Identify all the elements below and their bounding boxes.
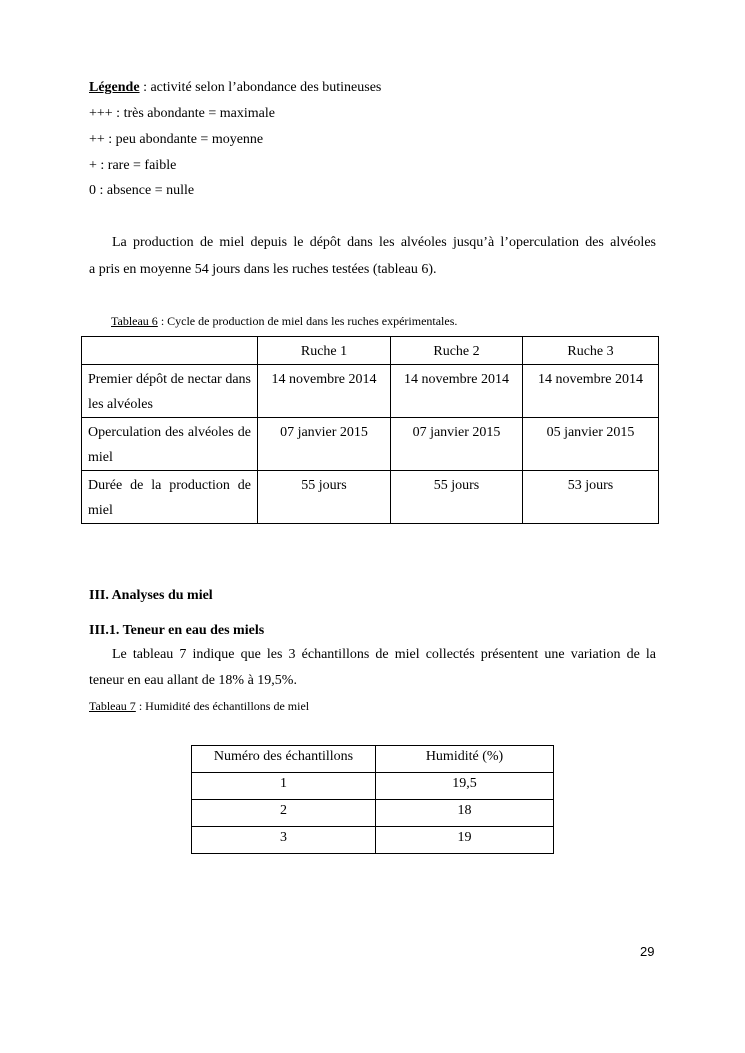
table-header-cell (82, 337, 258, 365)
paragraph-line: La production de miel depuis le dépôt dans les alvéoles jusqu’à l’operculation des alvéoles (112, 235, 656, 250)
table-cell: 19 (376, 827, 554, 854)
table7-caption-text: : Humidité des échantillons de miel (135, 699, 310, 713)
legend-item: ++ : peu abondante = moyenne (89, 132, 264, 147)
legend-item: + : rare = faible (89, 158, 177, 173)
table-cell: 19,5 (376, 773, 554, 800)
legend-title-rest: : activité selon l’abondance des butineuses (139, 80, 382, 95)
legend-title-line (89, 79, 381, 97)
table-row (82, 365, 659, 418)
table-cell: 1 (192, 773, 376, 800)
table7 (191, 745, 554, 854)
table7-caption (89, 697, 309, 715)
table-cell: 14 novembre 2014 (258, 365, 391, 418)
legend-item: +++ : très abondante = maximale (89, 106, 275, 121)
table-row (192, 773, 554, 800)
table-cell: 07 janvier 2015 (391, 418, 523, 471)
table-cell: 55 jours (391, 471, 523, 524)
table-header-cell: Ruche 2 (391, 337, 523, 365)
page-number: 29 (640, 944, 655, 959)
table-cell: 3 (192, 827, 376, 854)
table-header-row (192, 746, 554, 773)
table-cell: 14 novembre 2014 (391, 365, 523, 418)
table-cell: 18 (376, 800, 554, 827)
table6-caption-text: : Cycle de production de miel dans les ruches expérimentales. (157, 314, 458, 328)
table-cell: 05 janvier 2015 (523, 418, 659, 471)
table-cell: 14 novembre 2014 (523, 365, 659, 418)
table-cell: 07 janvier 2015 (258, 418, 391, 471)
row-label: Operculation des alvéoles de miel (82, 418, 258, 471)
row-label: Premier dépôt de nectar dans les alvéoles (82, 365, 258, 418)
table-cell: 55 jours (258, 471, 391, 524)
paragraph-line: teneur en eau allant de 18% à 19,5%. (89, 673, 297, 688)
section-heading: III. Analyses du miel (89, 588, 213, 603)
table-cell: 53 jours (523, 471, 659, 524)
table6-caption (111, 312, 457, 330)
table7-caption-label: Tableau 7 (89, 699, 136, 713)
table-row (82, 471, 659, 524)
row-label: Durée de la production de miel (82, 471, 258, 524)
table-cell: 2 (192, 800, 376, 827)
table-row (192, 800, 554, 827)
legend-title: Légende (89, 80, 140, 95)
table6 (81, 336, 659, 524)
table-header-cell: Ruche 1 (258, 337, 391, 365)
legend-item: 0 : absence = nulle (89, 183, 195, 198)
table-row (192, 827, 554, 854)
table-row (82, 418, 659, 471)
subsection-heading: III.1. Teneur en eau des miels (89, 623, 265, 638)
table-header-cell: Humidité (%) (376, 746, 554, 773)
table-header-row (82, 337, 659, 365)
table6-caption-label: Tableau 6 (111, 314, 158, 328)
table-header-cell: Numéro des échantillons (192, 746, 376, 773)
table-header-cell: Ruche 3 (523, 337, 659, 365)
paragraph-line: a pris en moyenne 54 jours dans les ruches testées (tableau 6). (89, 262, 437, 277)
paragraph-line: Le tableau 7 indique que les 3 échantillons de miel collectés présentent une variation de la (112, 647, 656, 662)
